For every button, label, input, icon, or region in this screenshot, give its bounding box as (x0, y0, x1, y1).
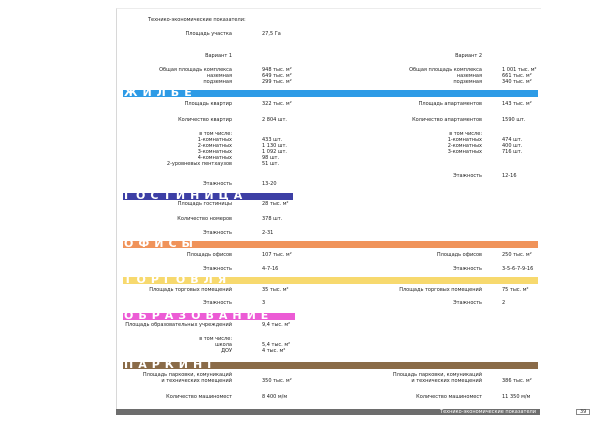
housing-heading: ЖИЛЬЕ (124, 86, 197, 99)
hotel-floors-value: 2-31 (262, 230, 274, 236)
education-breakdown-labels: в том числе: школа ДОУ (199, 336, 232, 354)
apt-breakdown-labels-v1: в том числе: 1-комнатных 2-комнатных 3-комнатных 4-комнатных 2-уровневых пентхаузов (166, 131, 232, 167)
retail-floors-label-v1: Этажность (203, 300, 232, 306)
hotel-area-label: Площадь гостиницы (177, 201, 232, 207)
offices-floors-label-v1: Этажность (203, 266, 232, 272)
apt-count-label-v2: Количество апартаментов (412, 117, 482, 123)
parking-heading: ПАРКИНГ (124, 358, 220, 371)
hotel-floors-label: Этажность (203, 230, 232, 236)
variant-2-heading: Вариант 2 (455, 53, 482, 59)
apt-count-value-v1: 2 804 шт. (262, 117, 287, 123)
offices-area-value-v2: 250 тыс. м² (502, 252, 532, 258)
apt-count-label-v1: Количество квартир (178, 117, 232, 123)
parking-spaces-value-v2: 11 350 м/м (502, 394, 531, 400)
offices-floors-value-v1: 4-7-16 (262, 266, 279, 272)
site-area-label: Площадь участка (185, 31, 232, 37)
housing-floors-value-v1: 13-20 (262, 181, 277, 187)
parking-spaces-label-v2: Количество машиномест (416, 394, 482, 400)
variant-1-heading: Вариант 1 (205, 53, 232, 59)
retail-floors-value-v1: 3 (262, 300, 266, 306)
retail-floors-value-v2: 2 (502, 300, 506, 306)
housing-floors-value-v2: 12-16 (502, 173, 517, 179)
offices-floors-label-v2: Этажность (453, 266, 482, 272)
retail-area-label-v2: Площадь торговых помещений (399, 287, 482, 293)
parking-area-value-v1: 350 тыс. м² (262, 378, 292, 384)
offices-heading: ОФИСЫ (124, 237, 198, 250)
education-breakdown-values: 5,4 тыс. м² 4 тыс. м² (262, 342, 291, 354)
housing-floors-label-v2: Этажность (453, 173, 482, 179)
hotel-area-value: 28 тыс. м² (262, 201, 289, 207)
apt-breakdown-labels-v2: в том числе: 1-комнатных 2-комнатных 3-комнатных (447, 131, 482, 155)
education-heading: ОБРАЗОВАНИЕ (124, 309, 274, 322)
apt-area-value-v1: 322 тыс. м² (262, 101, 292, 107)
hotel-rooms-value: 378 шт. (262, 216, 283, 222)
offices-area-value-v1: 107 тыс. м² (262, 252, 292, 258)
retail-heading: ТОРГОВЛЯ (124, 273, 232, 286)
education-area-label: Площадь образовательных учреждений (125, 322, 232, 328)
page-title: Технико-экономические показатели: (148, 17, 246, 23)
retail-area-label-v1: Площадь торговых помещений (149, 287, 232, 293)
total-area-labels-v2: Общая площадь комплекса наземная подземная (409, 67, 482, 85)
parking-area-value-v2: 386 тыс. м² (502, 378, 532, 384)
apt-count-value-v2: 1590 шт. (502, 117, 526, 123)
offices-area-label-v1: Площадь офисов (186, 252, 232, 258)
retail-area-value-v1: 35 тыс. м² (262, 287, 289, 293)
page-number: 39 (580, 409, 587, 415)
offices-area-label-v2: Площадь офисов (436, 252, 482, 258)
apt-area-label-v1: Площадь квартир (184, 101, 232, 107)
apt-area-label-v2: Площадь апартаментов (418, 101, 482, 107)
parking-spaces-label-v1: Количество машиномест (166, 394, 232, 400)
apt-area-value-v2: 143 тыс. м² (502, 101, 532, 107)
parking-area-label-v2: Площадь парковки, комуникаций и технических помещений (392, 372, 482, 384)
total-area-values-v1: 948 тыс. м² 649 тыс. м² 299 тыс. м² (262, 67, 292, 85)
parking-area-label-v1: Площадь парковки, комуникаций и технических помещений (142, 372, 232, 384)
total-area-labels-v1: Общая площадь комплекса наземная подземная (159, 67, 232, 85)
footer-title: Технико-экономические показатели (440, 409, 536, 415)
apt-breakdown-values-v1: 433 шт. 1 130 шт. 1 092 шт. 98 шт. 51 шт. (262, 137, 287, 167)
offices-floors-value-v2: 3-5-6-7-9-16 (502, 266, 534, 272)
housing-floors-label-v1: Этажность (203, 181, 232, 187)
hotel-rooms-label: Количество номеров (177, 216, 232, 222)
site-area-value: 27,5 Га (262, 31, 281, 37)
retail-floors-label-v2: Этажность (453, 300, 482, 306)
retail-area-value-v2: 75 тыс. м² (502, 287, 529, 293)
apt-breakdown-values-v2: 474 шт. 400 шт. 716 шт. (502, 137, 523, 155)
parking-spaces-value-v1: 8 400 м/м (262, 394, 288, 400)
hotel-heading: ГОСТИНИЦА (124, 189, 248, 202)
total-area-values-v2: 1 001 тыс. м² 661 тыс. м² 340 тыс. м² (502, 67, 537, 85)
education-area-value: 9,4 тыс. м² (262, 322, 291, 328)
